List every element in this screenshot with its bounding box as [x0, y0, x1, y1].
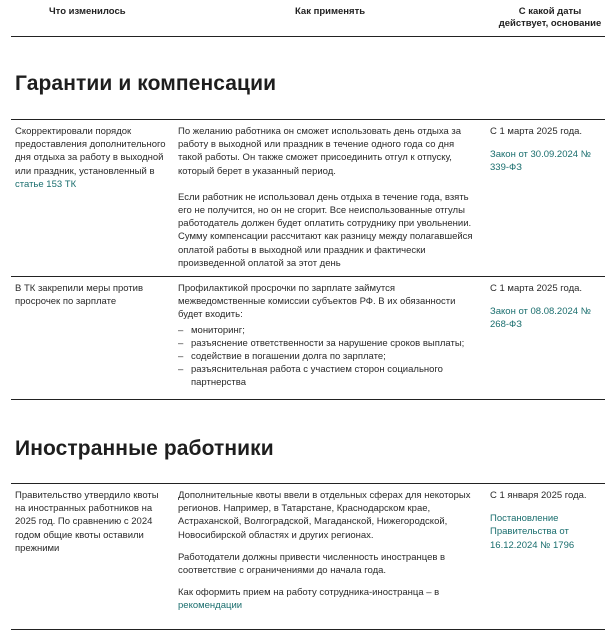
cell-how-to-apply [178, 489, 478, 620]
cell-effective-date [490, 489, 602, 552]
how-paragraph-3 [178, 586, 478, 612]
cell-what-text: В ТК закрепили меры против просрочек по зарплате [15, 283, 144, 308]
effective-date-text: С 1 марта 2025 года. [490, 283, 583, 294]
cell-what-text: Скорректировали порядок предоставления дополнительного дня отдыха за работу в выходной или праздник, установленный в [15, 126, 166, 177]
document-page [11, 0, 605, 612]
how-paragraph-1: Дополнительные квоты ввели в отдельных сферах для некоторых регионов. Например, в Татарстане, Краснодарском крае, Астраханской, Волгоградской, Магаданской, Нижегородской, Новосибирской областях и других регионах. [178, 490, 471, 541]
cell-effective-date [490, 282, 602, 332]
cell-how-to-apply [178, 125, 478, 277]
how-paragraph-2: Если работник не использовал день отдыха в течение года, взять его не получится, но он не сгорит. Все неиспользованные отгулы работодатель должен будет оплатить сотруднику при увольнении. Сумму компенсации рассчитают как разницу между полагавшейся оплатой работы в выходной или праздник и фактически произведенной оплатой за этот день [178, 191, 473, 269]
effective-date-text: С 1 января 2025 года. [490, 490, 587, 501]
column-header-what-changed: Что изменилось [49, 6, 126, 17]
how-paragraph-1: Профилактикой просрочки по зарплате займутся межведомственные комиссии субъектов РФ. В их обязанности будет входить: [178, 283, 456, 321]
cell-what-changed [15, 489, 170, 555]
table-row [11, 483, 605, 630]
article-153-link[interactable]: статье 153 ТК [15, 178, 77, 190]
table-row [11, 119, 605, 276]
effective-date-text: С 1 марта 2025 года. [490, 126, 583, 137]
law-basis-link[interactable]: Закон от 08.08.2024 № 268-ФЗ [490, 306, 591, 331]
duties-list [178, 324, 478, 390]
cell-how-to-apply [178, 282, 478, 390]
cell-effective-date [490, 125, 602, 175]
column-header-date-line1: С какой даты [518, 6, 582, 17]
table-row [11, 276, 605, 400]
law-basis-link[interactable]: Постановление Правительства от 16.12.2024 № 1796 [490, 513, 575, 551]
list-item: – содействие в погашении долга по зарплате; [178, 350, 478, 363]
section-title-foreign-workers: Иностранные работники [15, 437, 274, 460]
cell-what-changed [15, 282, 170, 308]
column-header-effective-date [494, 6, 606, 30]
list-item: – разъяснительная работа с участием сторон социального партнерства [178, 363, 478, 389]
how-paragraph-2: Работодатели должны привести численность иностранцев в соответствие с ограничениями до начала года. [178, 551, 446, 577]
recommendation-link[interactable]: рекомендации [178, 600, 243, 612]
column-header-date-line2: действует, основание [498, 18, 602, 29]
how-paragraph-1: По желанию работника он сможет использовать день отдыха за работу в выходной или праздник в течение одного года со дня такой работы. Он также сможет присоединить отгул к отпуску, который берет в указанный период. [178, 126, 462, 177]
cell-what-changed [15, 125, 170, 191]
law-basis-link[interactable]: Закон от 30.09.2024 № 339-ФЗ [490, 149, 591, 174]
section-title-guarantees: Гарантии и компенсации [15, 72, 277, 95]
how-paragraph-3-text: Как оформить прием на работу сотрудника-иностранца – в [178, 587, 440, 599]
list-item: – мониторинг; [178, 324, 478, 337]
cell-what-text: Правительство утвердило квоты на иностранных работников на 2025 год. По сравнению с 2024 годом общие квоты оставили прежними [15, 490, 159, 554]
list-item: – разъяснение ответственности за нарушение сроков выплаты; [178, 337, 478, 350]
table-header [11, 0, 605, 37]
column-header-how-to-apply: Как применять [295, 6, 366, 17]
